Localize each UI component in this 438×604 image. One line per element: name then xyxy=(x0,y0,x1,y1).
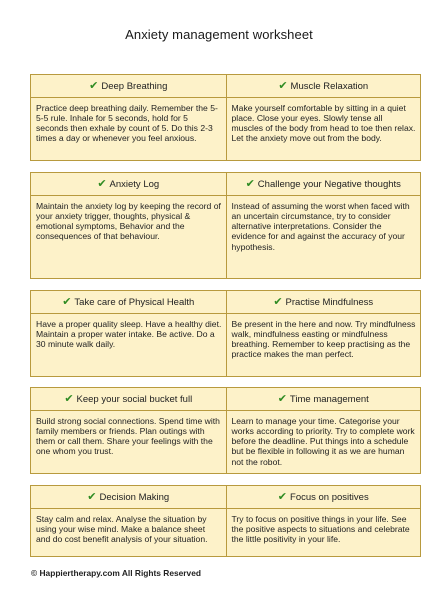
card-body: Learn to manage your time. Categorise your works according to priority. Try to complete work before the deadline. Put things into a schedule but be flexible in following it as we are human not the robot. xyxy=(231,416,415,467)
card-body: Maintain the anxiety log by keeping the record of your anxiety trigger, thoughts, physical & emotional symptoms, Behavior and the consequences of that behaviour. xyxy=(36,201,221,242)
card-row-2 xyxy=(30,172,421,279)
card-body: Instead of assuming the worst when faced with an uncertain circumstance, try to consider alternative interpretations. Consider the evidence for and against the accuracy of your hypothesis. xyxy=(231,201,410,252)
card-anxiety-log xyxy=(31,173,226,278)
card-heading-text: Deep Breathing xyxy=(101,80,168,92)
card-heading xyxy=(31,173,226,196)
card-body: Build strong social connections. Spend time with family members or friends. Plan outings with them or call them. Share your feelings with the one whom you trust. xyxy=(36,416,220,457)
card-row-5 xyxy=(30,485,421,557)
card-heading-text: Take care of Physical Health xyxy=(74,296,195,308)
card-focus-on-positives xyxy=(226,486,421,556)
card-body: Make yourself comfortable by sitting in a quiet place. Close your eyes. Slowly tense all muscles of the body from head to toe then relax. Let the anxiety move out from the body. xyxy=(231,103,416,144)
card-heading xyxy=(227,75,421,98)
card-heading-text: Time management xyxy=(289,393,369,405)
card-heading xyxy=(227,388,421,411)
card-deep-breathing xyxy=(31,75,226,160)
check-mark-icon: ✔ xyxy=(89,79,99,92)
card-body: Have a proper quality sleep. Have a healthy diet. Maintain a proper water intake. Be active. Do a 30 minute walk daily. xyxy=(36,319,222,350)
card-heading-text: Anxiety Log xyxy=(109,178,160,190)
check-mark-icon: ✔ xyxy=(278,79,288,92)
card-heading-text: Focus on positives xyxy=(290,491,369,503)
card-decision-making xyxy=(31,486,226,556)
card-heading xyxy=(227,173,421,196)
card-heading xyxy=(31,75,226,98)
check-mark-icon: ✔ xyxy=(245,177,255,190)
card-heading xyxy=(31,486,226,509)
card-body: Practice deep breathing daily. Remember the 5-5-5 rule. Inhale for 5 seconds, hold for 5 seconds then exhale by count of 5. Do this 2-3 times a day or whenever you feel anxious. xyxy=(36,103,218,144)
card-row-3 xyxy=(30,290,421,377)
card-heading xyxy=(227,291,421,314)
copyright-footer: © Happiertherapy.com All Rights Reserved xyxy=(31,568,201,578)
card-heading-text: Practise Mindfulness xyxy=(285,296,374,308)
card-heading xyxy=(227,486,421,509)
card-challenge-negative-thoughts xyxy=(226,173,421,278)
card-heading-text: Decision Making xyxy=(99,491,170,503)
card-social-bucket xyxy=(31,388,226,473)
check-mark-icon: ✔ xyxy=(277,490,288,503)
card-physical-health xyxy=(31,291,226,376)
card-heading-text: Muscle Relaxation xyxy=(290,80,369,92)
page-title: Anxiety management worksheet xyxy=(125,27,313,42)
card-heading xyxy=(31,291,226,314)
check-mark-icon: ✔ xyxy=(273,295,283,308)
card-row-4 xyxy=(30,387,421,474)
card-practise-mindfulness xyxy=(226,291,421,376)
check-mark-icon: ✔ xyxy=(87,490,97,503)
card-muscle-relaxation xyxy=(226,75,421,160)
card-row-1 xyxy=(30,74,421,161)
card-body: Try to focus on positive things in your life. See the positive aspects to situations and celebrate the little positivity in your life. xyxy=(231,514,410,545)
card-heading-text: Keep your social bucket full xyxy=(76,393,193,405)
card-body: Be present in the here and now. Try mindfulness walk, mindfulness easting or mindfulness breathing. Remember to keep practising as the practice makes the man perfect. xyxy=(231,319,416,360)
check-mark-icon: ✔ xyxy=(97,177,107,190)
check-mark-icon: ✔ xyxy=(62,295,72,308)
card-time-management xyxy=(226,388,421,473)
card-body: Stay calm and relax. Analyse the situation by using your wise mind. Make a balance sheet and do cost benefit analysis of your situation. xyxy=(36,514,208,545)
card-heading xyxy=(31,388,226,411)
check-mark-icon: ✔ xyxy=(277,392,287,405)
card-heading-text: Challenge your Negative thoughts xyxy=(257,178,401,190)
check-mark-icon: ✔ xyxy=(64,392,74,405)
